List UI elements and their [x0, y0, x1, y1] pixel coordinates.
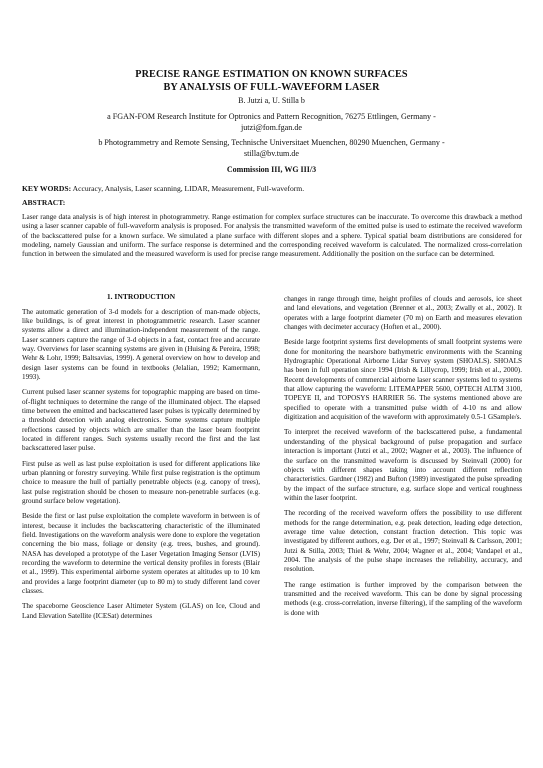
affiliation-b-line-2: stilla@bv.tum.de: [243, 148, 300, 158]
paragraph: changes in range through time, height profiles of clouds and aerosols, ice sheet and land elevations, and vegetation (Brenner et al., 2003; Zwally et al., 2002). It operates with a large footprint diameter (70 m) on Earth and measures elevation changes with decimeter accuracy (Hoften et al., 2000).: [284, 295, 522, 332]
paragraph: First pulse as well as last pulse exploitation is used for different applications like urban planning or forestry surveying. While first pulse registration is the optimum choice to measure the hull of partially penetrable objects (e.g. canopy of trees), last pulse registration should be chosen to measure non-penetrable surfaces (e.g. ground surface below vegetation).: [22, 459, 260, 506]
affiliation-a-line-2: jutzi@fom.fgan.de: [241, 122, 302, 132]
paragraph: The automatic generation of 3-d models for a description of man-made objects, like buildings, is of great interest in photogrammetric research. Laser scanner systems allow a direct and illumination-independent measurement of the range. Laser scanners capture the range of 3-d objects in a fast, contact free and accurate way. Overviews for laser scanning systems are given in (Huising & Pereira, 1998; Wehr & Lohr, 1999; Baltsavias, 1999). A general overview on how to develop and design laser systems can be found in textbooks (Jelalian, 1992; Kamermann, 1993).: [22, 307, 260, 381]
keywords-label: KEY WORDS:: [22, 184, 72, 193]
left-column: [22, 292, 260, 627]
keywords: [22, 184, 522, 194]
abstract-text: Laser range data analysis is of high interest in photogrammetry. Range estimation for complex surface structures can be inaccurate. To overcome this drawback a method using a laser scanner capable of full-waveform analysis is proposed. For analysis the transmitted waveform of the emitted pulse is used to estimate the received waveform of the backscattered pulse for a known surface. We simulated a plane surface with different slopes and a sphere. Typical spatial beam distributions are considered for modeling, namely Gaussian and uniform. The surface response is determined and the corresponding received waveform is calculated. The normalized cross-correlation function in between the simulated and the measured waveform is used for precise range measurement. Additionally the position on the surface can be determined.: [22, 212, 522, 259]
section-heading-introduction: 1. INTRODUCTION: [106, 292, 176, 301]
title-line-1: PRECISE RANGE ESTIMATION ON KNOWN SURFACES: [135, 69, 408, 80]
paragraph: Beside large footprint systems first developments of small footprint systems were done for monitoring the nearshore bathymetric environments with the Scanning Hydrographic Operational Airborne Lidar Survey system (SHOALS). SHOALS has been in full operation since 1994 (Irish & Lillycrop, 1999; Irish et al., 2000). Recent developments of commercial airborne laser scanner systems led to systems that allow capturing the waveform: LITEMAPPER 5600, OPTECH ALTM 3100, TOPEYE II, and TOPOSYS HARRIER 56. The systems mentioned above are specified to operate with a transmitted pulse width of 4-10 ns and allow digitization and acquisition of the waveform with approximately 0.5-1 GSample/s.: [284, 338, 522, 422]
paragraph: The recording of the received waveform offers the possibility to use different methods for the range determination, e.g. peak detection, leading edge detection, average time value detection, constant fraction detection. This topic was investigated by different authors, e.g. Der et al., 1997; Steinvall & Carlsson, 2001; Jutzi & Stilla, 2003; Thiel & Wehr, 2004; Wagner et al., 2004; Vandapel et al., 2004. The analysis of the pulse shape increases the reliability, accuracy, and resolution.: [284, 509, 522, 574]
paragraph: To interpret the received waveform of the backscattered pulse, a fundamental understanding of the physical background of pulse propagation and surface interaction is important (Jutzi et al., 2002; Wagner et al., 2003). The influence of the surface on the transmitted waveform is discussed by Steinvall (2000) for objects with different shapes taking into account different reflection characteristics. Gardner (1982) and Bufton (1989) investigated the pulse spreading by the impact of the surface structure, e.g. surface slope and vertical roughness within the laser footprint.: [284, 428, 522, 502]
keywords-text: Accuracy, Analysis, Laser scanning, LIDAR, Measurement, Full-waveform.: [71, 184, 305, 193]
paragraph: The spaceborne Geoscience Laser Altimeter System (GLAS) on Ice, Cloud and Land Elevation Satellite (ICESat) determines: [22, 602, 260, 620]
affiliation-a: [60, 112, 483, 133]
paragraph: Current pulsed laser scanner systems for topographic mapping are based on time-of-flight techniques to determine the range of the illuminated object. The elapsed time between the emitted and backscattered laser pulses is typically determined by a threshold detection with analog electronics. Some systems capture multiple reflections caused by objects which are smaller than the laser beam footprint located in different ranges. Such systems usually record the first and the last backscattered laser pulse.: [22, 388, 260, 453]
commission-line: Commission III, WG III/3: [226, 165, 317, 174]
author-list: B. Jutzi a, U. Stilla b: [238, 96, 305, 105]
paper-title: [0, 68, 543, 94]
affiliation-b-line-1: b Photogrammetry and Remote Sensing, Technische Universitaet Muenchen, 80290 Muenchen, Germany -: [98, 138, 445, 147]
paragraph: Beside the first or last pulse exploitation the complete waveform in between is of interest, because it includes the backscattering characteristic of the illuminated field. Investigations on the waveform analysis were done to explore the vegetation concerning the bio mass, foliage or density (e.g. trees, bushes, and ground). NASA has developed a prototype of the Laser Vegetation Imaging Sensor (LVIS) recording the waveform to determine the vertical density profiles in forests (Blair et al., 1999). This experimental airborne system operates at altitudes up to 10 km and provides a large footprint diameter (up to 80 m) to study different land cover classes.: [22, 512, 260, 596]
abstract-label: ABSTRACT:: [22, 198, 66, 207]
paragraph: The range estimation is further improved by the comparison between the transmitted and the received waveform. This can be done by signal processing methods (e.g. cross-correlation, inverse filtering), if the sampling of the waveform is done with: [284, 580, 522, 617]
title-line-2: BY ANALYSIS OF FULL-WAVEFORM LASER: [163, 82, 380, 93]
affiliation-b: [60, 138, 483, 159]
right-column: [284, 295, 522, 624]
affiliation-a-line-1: a FGAN-FOM Research Institute for Optronics and Pattern Recognition, 76275 Ettlingen, Germany -: [107, 112, 436, 121]
